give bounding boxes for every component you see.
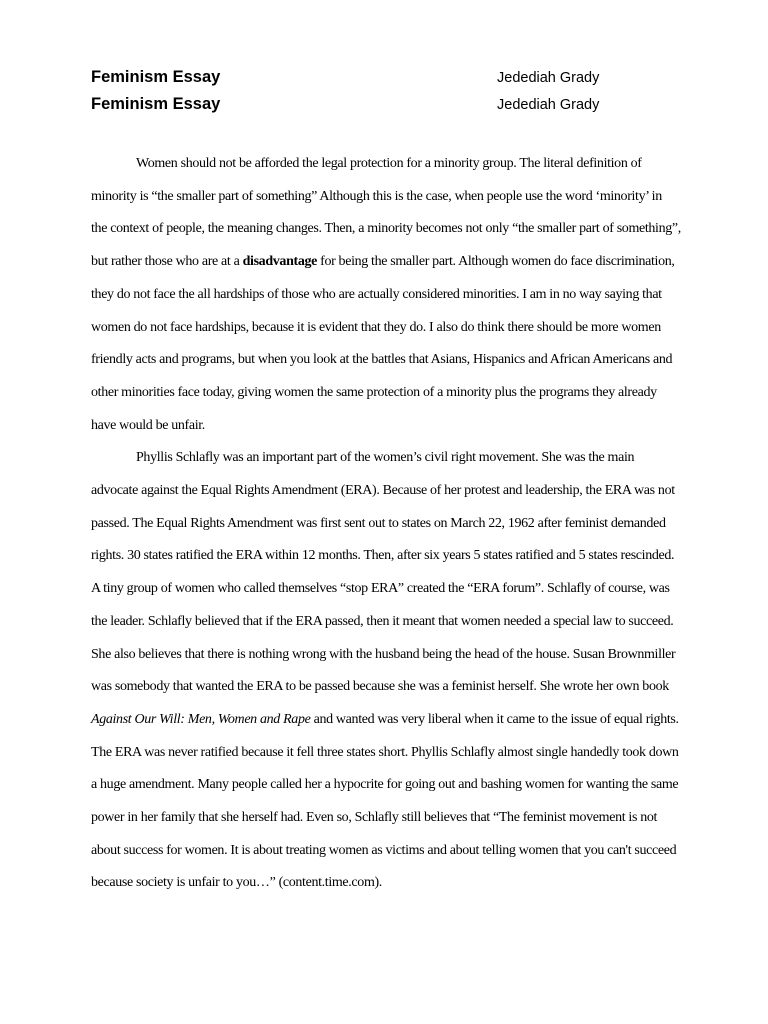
paragraph-1-text-b: for being the smaller part. Although women do face discrimination, they do not face the all hardships of those who are actually considered minorities. I am in no way saying that women do not face hardships, because it is evident that they do. I also do think there should be more women friendly acts and programs, but when you look at the battles that Asians, Hispanics and African Americans and other minorities face today, giving women the same protection of a minority plus the programs they already have would be unfair. — [91, 254, 675, 433]
paragraph-1-text-a: Women should not be afforded the legal protection for a minority group. The literal definition of minority is “the smaller part of something” Although this is the case, when people use the word ‘minority’ in the context of people, the meaning changes. Then, a minority becomes not only “the smaller part of something”, but rather those who are at a — [91, 156, 681, 270]
essay-title: Feminism Essay — [91, 95, 221, 113]
bold-word-disadvantage: disadvantage — [242, 254, 317, 270]
author-name: Jedediah Grady — [497, 97, 600, 113]
paragraph-2-text-a: Phyllis Schlafly was an important part of the women’s civil right movement. She was the main advocate against the Equal Rights Amendment (ERA). Because of her protest and leadership, the ERA was not passed. The Equal Rights Amendment was first sent out to states on March 22, 1962 after feminist demanded rights. 30 states ratified the ERA within 12 months. Then, after six years 5 states ratified and 5 states rescinded. A tiny group of women who called themselves “stop ERA” created the “ERA forum”. Schlafly of course, was the leader. Schlafly believed that if the ERA passed, then it meant that women needed a special law to succeed. She also believes that there is nothing wrong with the husband being the head of the house. Susan Brownmiller was somebody that wanted the ERA to be passed because she was a feminist herself. She wrote her own book — [91, 450, 676, 695]
essay-body — [91, 148, 681, 900]
book-title: Against Our Will: Men, Women and Rape — [91, 711, 311, 727]
paragraph-1 — [91, 148, 681, 442]
paragraph-2 — [91, 442, 681, 900]
essay-title: Feminism Essay — [91, 68, 221, 86]
author-name: Jedediah Grady — [497, 70, 600, 86]
paragraph-2-text-b: and wanted was very liberal when it came to the issue of equal rights. The ERA was never ratified because it fell three states short. Phyllis Schlafly almost single handedly took down a huge amendment. Many people called her a hypocrite for going out and bashing women for wanting the same power in her family that she herself had. Even so, Schlafly still believes that “The feminist movement is not about success for women. It is about treating women as victims and about telling women that you can't succeed because society is unfair to you…” (content.time.com). — [91, 711, 679, 891]
header-line-1 — [91, 65, 691, 89]
header-line-2 — [91, 92, 691, 116]
